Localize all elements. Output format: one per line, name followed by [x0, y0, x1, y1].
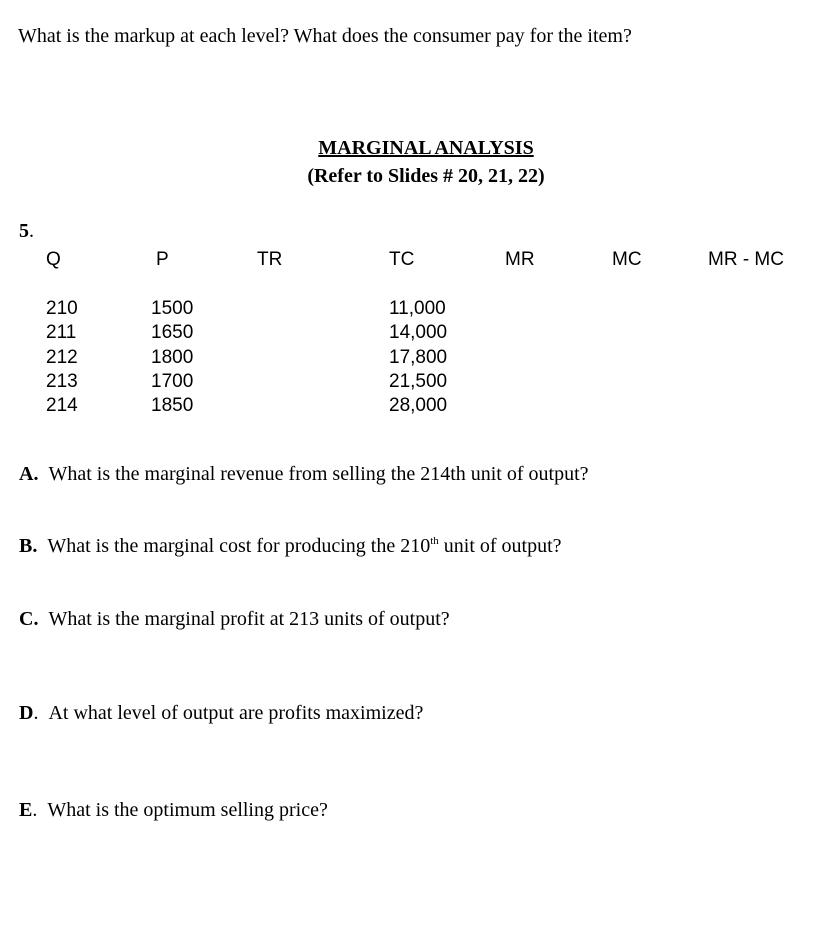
q-value: 210 — [46, 298, 78, 319]
header-tr: TR — [257, 249, 283, 270]
problem-number-value: 5 — [19, 220, 29, 242]
header-mr: MR — [505, 249, 535, 270]
tc-value: 21,500 — [389, 370, 448, 392]
question-c — [19, 608, 450, 631]
question-d-label: D — [19, 702, 34, 724]
intro-question: What is the markup at each level? What does the consumer pay for the item? — [18, 25, 632, 47]
q-column — [46, 297, 78, 418]
question-c-text: What is the marginal profit at 213 units of output? — [48, 608, 450, 630]
question-b-superscript: th — [430, 535, 439, 547]
tc-value: 17,800 — [389, 346, 448, 368]
q-value: 212 — [46, 346, 78, 368]
header-tc: TC — [389, 249, 415, 270]
p-value: 1700 — [151, 370, 194, 392]
p-value: 1850 — [151, 395, 194, 417]
section-title: MARGINAL ANALYSIS — [318, 137, 534, 159]
question-e-label-suffix: . — [32, 799, 38, 821]
question-b-label: B. — [19, 535, 38, 557]
problem-number — [19, 220, 34, 243]
p-column — [151, 297, 193, 418]
header-q: Q — [46, 249, 61, 270]
p-value: 1800 — [151, 346, 194, 368]
question-a-label: A. — [19, 463, 39, 485]
q-value: 214 — [46, 395, 78, 417]
tc-value: 11,000 — [389, 298, 446, 319]
question-d — [19, 702, 423, 725]
tc-column — [389, 297, 447, 418]
question-b — [19, 535, 562, 558]
header-mc: MC — [612, 249, 642, 270]
question-d-label-suffix: . — [33, 702, 39, 724]
section-subtitle: (Refer to Slides # 20, 21, 22) — [307, 165, 545, 187]
question-c-label: C. — [19, 608, 39, 630]
p-value: 1500 — [151, 298, 194, 319]
question-b-text-after: unit of output? — [438, 535, 562, 557]
tc-value: 28,000 — [389, 395, 448, 417]
header-mr-mc: MR - MC — [708, 249, 784, 270]
q-value: 213 — [46, 370, 78, 392]
q-value: 211 — [46, 322, 77, 344]
question-e — [19, 799, 328, 822]
question-d-text: At what level of output are profits maximized? — [48, 702, 424, 724]
question-a-text: What is the marginal revenue from selling the 214th unit of output? — [48, 463, 589, 485]
problem-number-suffix: . — [29, 220, 34, 242]
question-e-label: E — [19, 799, 33, 821]
question-e-text: What is the optimum selling price? — [47, 799, 328, 821]
p-value: 1650 — [151, 322, 194, 344]
tc-value: 14,000 — [389, 322, 448, 344]
question-a — [19, 463, 589, 486]
header-p: P — [156, 249, 169, 270]
question-b-text-before: What is the marginal cost for producing the 210 — [47, 535, 431, 557]
